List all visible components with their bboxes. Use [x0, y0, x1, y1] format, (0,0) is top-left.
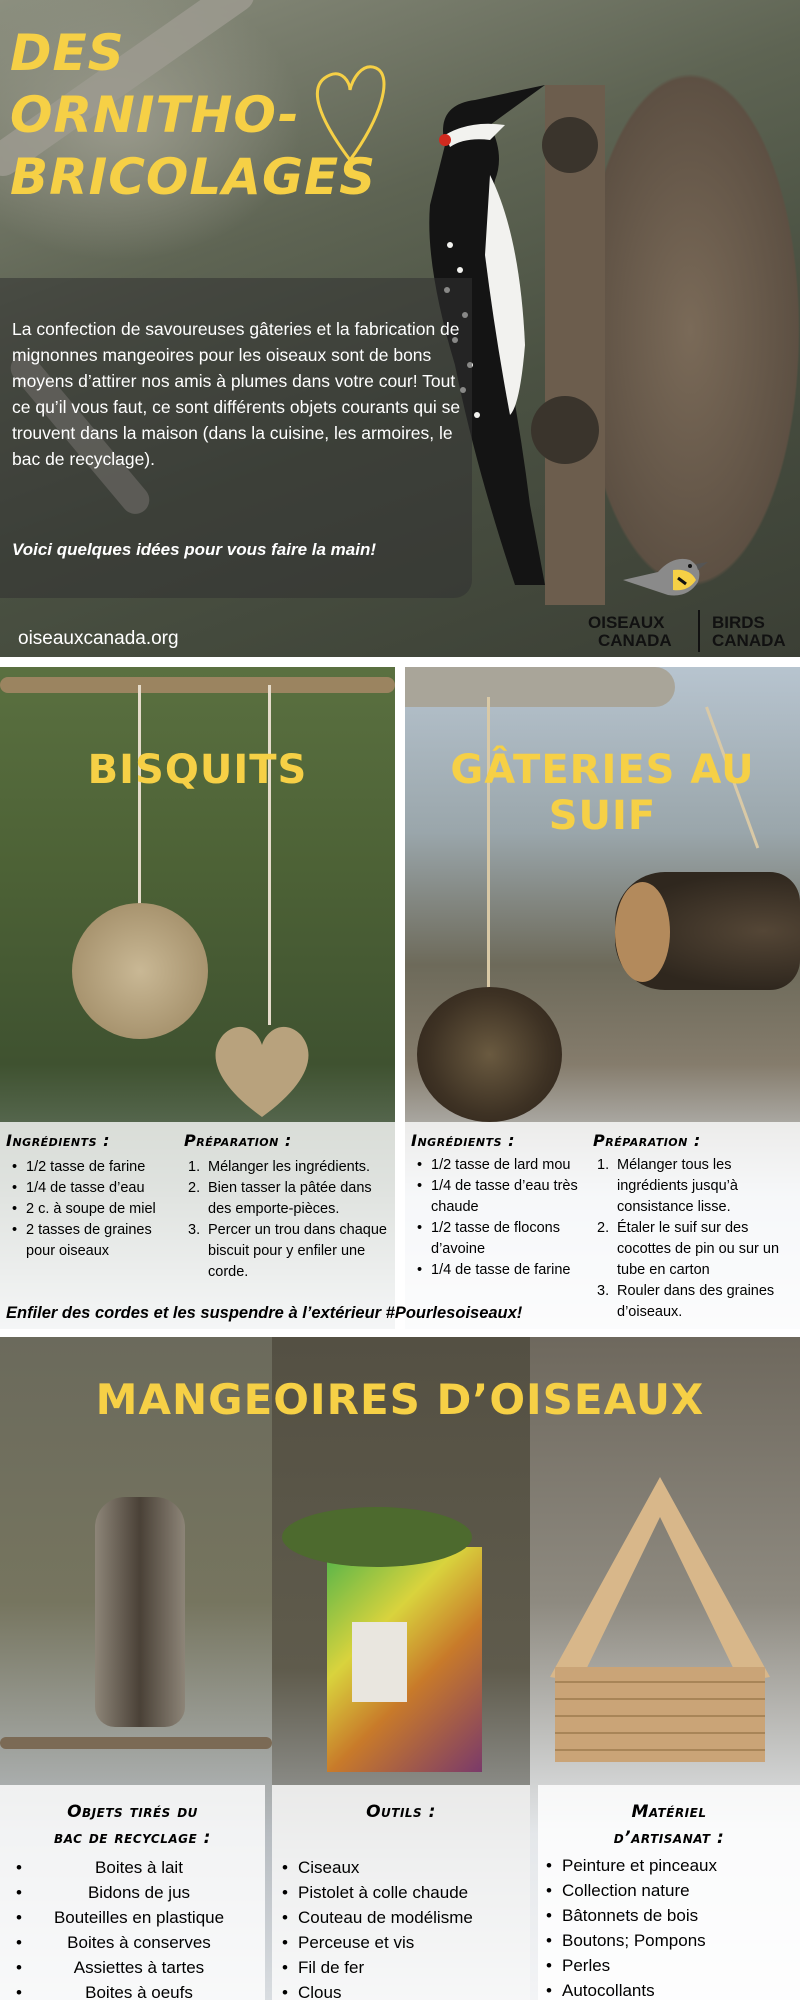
round-biscuit-image [72, 903, 208, 1039]
craft-heading: Matériel d’artisanat : [613, 1802, 725, 1848]
popsicle-feeder-image [540, 1467, 780, 1767]
ingredients-list [8, 1157, 178, 1262]
preparation-heading: Préparation : [593, 1131, 701, 1150]
preparation-list [188, 1157, 390, 1283]
list-item: • Perceuse et vis [278, 1930, 528, 1955]
list-item: • Boites à oeufs [24, 1980, 254, 2000]
list-item: 3. Rouler dans des graines d’oiseaux. [597, 1283, 775, 1320]
ingredients-heading: Ingrédients : [6, 1131, 111, 1150]
hero-section [0, 0, 800, 657]
ingredients-heading: Ingrédients : [411, 1131, 516, 1150]
suet-title: GÂTERIES AU SUIF [450, 747, 755, 839]
list-item: • Boutons; Pompons [542, 1928, 797, 1953]
list-item: 1. Mélanger les ingrédients. [188, 1159, 371, 1175]
tools-box [272, 1785, 530, 2000]
list-item: • 2 tasses de graines pour oiseaux [8, 1220, 178, 1262]
tube-opening [615, 882, 670, 982]
list-item: • Ciseaux [278, 1855, 528, 1880]
craft-box [538, 1785, 800, 2000]
logo-text: BIRDS [712, 613, 765, 632]
string [138, 685, 141, 925]
list-item: • Pistolet à colle chaude [278, 1880, 528, 1905]
intro-cta: Voici quelques idées pour vous faire la main! [12, 540, 377, 559]
carton-opening [352, 1622, 407, 1702]
tools-list [278, 1855, 528, 2000]
title-line-3: BRICOLAGES [10, 148, 377, 206]
list-item: • Couteau de modélisme [278, 1905, 528, 1930]
bisquits-title: BISQUITS [87, 747, 308, 793]
list-item: • 2 c. à soupe de miel [8, 1199, 178, 1220]
heart-biscuit-image [205, 1017, 320, 1122]
list-item: • Peinture et pinceaux [542, 1853, 797, 1878]
heart-icon [310, 50, 390, 170]
list-item: • Collection nature [542, 1878, 797, 1903]
bisquits-section [0, 667, 395, 1329]
feeders-title: MANGEOIRES D’OISEAUX [95, 1375, 705, 1424]
suet-treats-section [405, 667, 800, 1329]
preparation-heading: Préparation : [184, 1131, 292, 1150]
list-item: • Autocollants [542, 1978, 797, 2000]
meadowlark-icon [618, 550, 708, 610]
list-item: • Bâtonnets de bois [542, 1903, 797, 1928]
list-item: • Assiettes à tartes [24, 1955, 254, 1980]
tools-heading: Outils : [366, 1802, 436, 1822]
list-item: • 1/4 de tasse de farine [413, 1260, 591, 1281]
logo-text: CANADA [712, 631, 786, 650]
evergreen-topping [282, 1507, 472, 1567]
list-item: • 1/2 tasse de lard mou [413, 1155, 591, 1176]
birds-canada-logo [588, 550, 798, 655]
list-item: 2. Bien tasser la pâtée dans des emporte-pièces. [188, 1180, 372, 1217]
list-item: • Bouteilles en plastique [24, 1905, 254, 1930]
craft-list [542, 1853, 797, 2000]
title-line-2: ORNITHO- [10, 86, 300, 144]
hanging-stick [0, 677, 395, 693]
recycling-heading: Objets tirés du bac de recyclage : [54, 1802, 211, 1848]
logo-text: CANADA [598, 631, 672, 650]
recycling-box [0, 1785, 265, 2000]
list-item: • 1/2 tasse de flocons d’avoine [413, 1218, 591, 1260]
logo-text: OISEAUX [588, 613, 665, 632]
list-item: • Clous [278, 1980, 528, 2000]
list-item: 1. Mélanger tous les ingrédients jusqu’à consistance lisse. [597, 1157, 738, 1215]
string [268, 685, 271, 1025]
bottle-feeder-image [95, 1497, 185, 1727]
list-item: 2. Étaler le suif sur des cocottes de pin ou sur un tube en carton [597, 1220, 780, 1278]
hang-instructions: Enfiler des cordes et les suspendre à l’extérieur #Pourlesoiseaux! [6, 1304, 523, 1322]
recycling-list [24, 1855, 254, 2000]
list-item: • Boites à conserves [24, 1930, 254, 1955]
website-link[interactable]: oiseauxcanada.org [18, 628, 179, 649]
list-item: • Bidons de jus [24, 1880, 254, 1905]
hanging-stick [405, 667, 675, 707]
feeders-section [0, 1337, 800, 2000]
intro-text: La confection de savoureuses gâteries et la fabrication de mignonnes mangeoires pour les oiseaux sont de bons moyens d’attirer nos amis à plumes dans votre cour! Tout ce qu’il vous faut, ce sont différents objets courants qui se trouvent dans la maison (dans la cuisine, les armoires, le bac de recyclage). [12, 319, 461, 469]
suet-ball-image [417, 987, 562, 1122]
list-item: • 1/4 de tasse d’eau [8, 1178, 178, 1199]
list-item: • Boites à lait [24, 1855, 254, 1880]
title-line-1: DES [10, 24, 125, 82]
list-item: • Fil de fer [278, 1955, 528, 1980]
list-item: • 1/2 tasse de farine [8, 1157, 178, 1178]
list-item: • 1/4 de tasse d’eau très chaude [413, 1176, 591, 1218]
list-item: • Perles [542, 1953, 797, 1978]
ingredients-list [413, 1155, 591, 1281]
list-item: 3. Percer un trou dans chaque biscuit pour y enfiler une corde. [188, 1222, 387, 1280]
logo-divider [698, 610, 700, 652]
perch-stick [0, 1737, 272, 1749]
